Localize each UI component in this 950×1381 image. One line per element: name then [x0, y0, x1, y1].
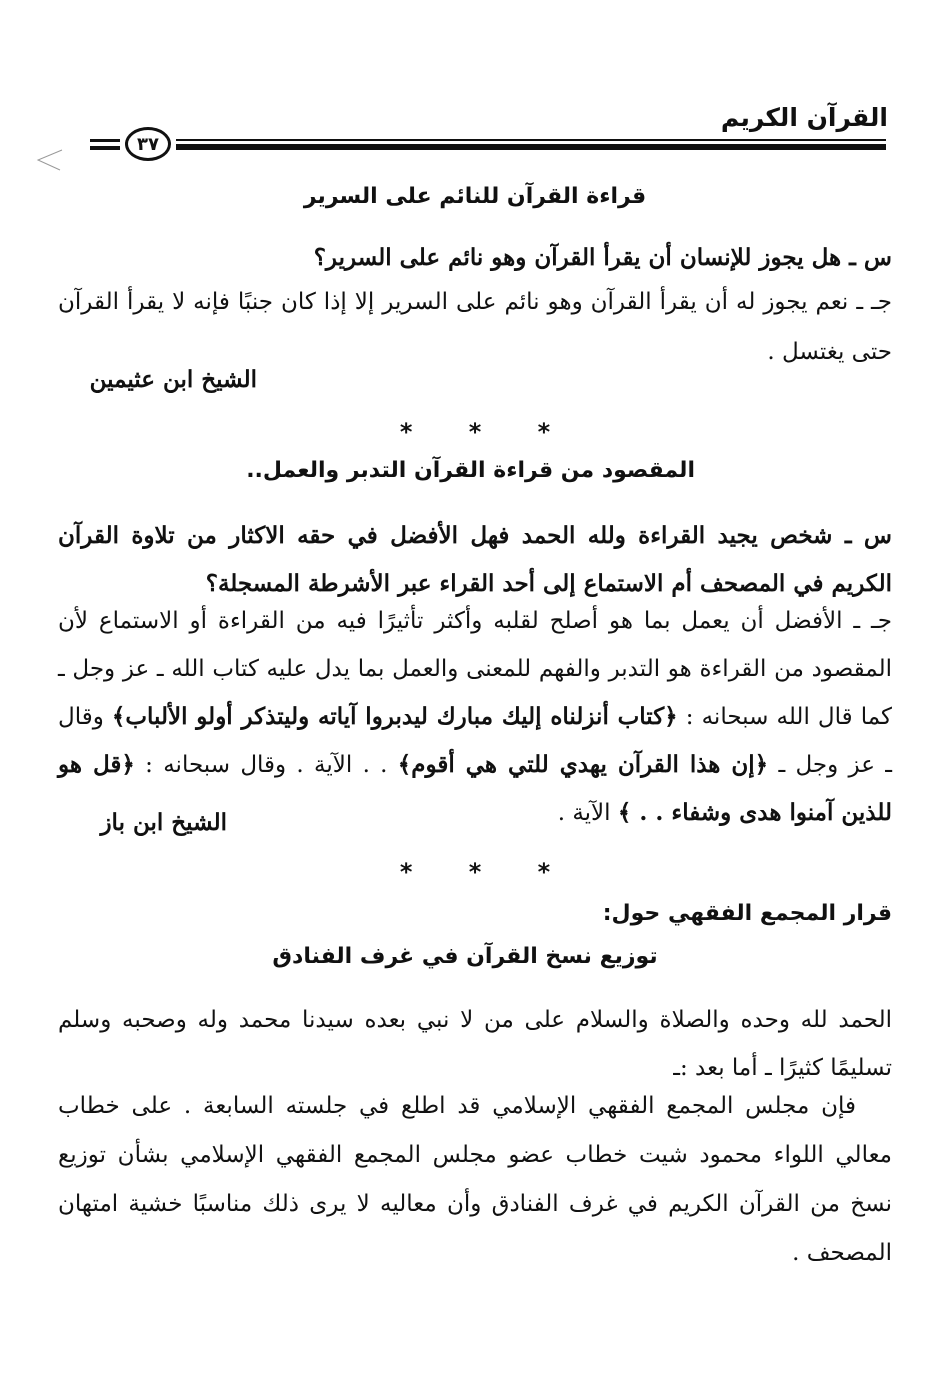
- answer-2: [58, 597, 892, 837]
- section-heading-hotel-copies: توزيع نسخ القرآن في غرف الفنادق: [272, 944, 658, 969]
- question-2: س ـ شخص يجيد القراءة ولله الحمد فهل الأفضل في حقه الاكثار من تلاوة القرآن الكريم في المصحف أم الاستماع إلى أحد القراء عبر الأشرطة المسجلة؟: [58, 522, 892, 597]
- author-ibn-uthaymeen: الشيخ ابن عثيمين: [89, 366, 257, 393]
- header-rule-thin: [176, 139, 886, 141]
- verse-3: ﴿قل هو للذين آمنوا هدى وشفاء . . ﴾: [58, 751, 892, 826]
- section-heading-purpose-of-reading: المقصود من قراءة القرآن التدبر والعمل..: [246, 458, 695, 483]
- answer-1: جـ ـ نعم يجوز له أن يقرأ القرآن وهو نائم على السرير إلا إذا كان جنبًا فإنه لا يقرأ القرآن حتى يغتسل .: [58, 289, 892, 365]
- decision-paragraph-2: فإن مجلس المجمع الفقهي الإسلامي قد اطلع في جلسته السابعة . على خطاب معالي اللواء محمود شيت خطاب عضو مجلس المجمع الفقهي الإسلامي بشأن توزيع نسخ من القرآن الكريم في غرف الفنادق وأن معاليه لا يرى ذلك مناسبًا خشية امتهان المصحف .: [58, 1093, 892, 1266]
- question-1: س ـ هل يجوز للإنسان أن يقرأ القرآن وهو نائم على السرير؟: [313, 244, 892, 271]
- decision-heading: قرار المجمع الفقهي حول:: [602, 901, 892, 926]
- author-ibn-baz: الشيخ ابن باز: [100, 809, 227, 836]
- answer-2-text-4: الآية .: [557, 800, 618, 826]
- answer-2-text-2: وقال ـ عز وجل ـ: [58, 704, 892, 778]
- section-heading-sleeping-reading: قراءة القرآن للنائم على السرير: [303, 184, 647, 209]
- verse-1: ﴿كتاب أنزلناه إليك مبارك ليدبروا آياته وليتذكر أولو الألباب﴾: [111, 703, 678, 730]
- page-number: ٣٧: [125, 127, 171, 161]
- section-divider-1: * * *: [399, 418, 575, 446]
- verse-2: ﴿إن هذا القرآن يهدي للتي هي أقوم﴾: [397, 751, 769, 778]
- header-rule-left-bottom: [90, 146, 120, 150]
- decision-paragraph-1: الحمد لله وحده والصلاة والسلام على من لا نبي بعده سيدنا محمد وله وصحبه وسلم تسليمًا كثيرًا ـ أما بعد :ـ: [58, 1007, 892, 1081]
- answer-2-text-1: جـ ـ الأفضل أن يعمل بما هو أصلح لقلبه وأكثر تأثيرًا فيه من القراءة أو الاستماع لأن المقصود من القراءة هو التدبر والفهم للمعنى والعمل بما يدل عليه كتاب الله ـ عز وجل ـ كما قال الله سبحانه :: [58, 608, 892, 730]
- section-divider-2: * * *: [399, 858, 575, 886]
- header-rule-thick: [176, 144, 886, 150]
- header-rule-left-top: [90, 139, 120, 142]
- scan-mark-icon: [34, 146, 64, 172]
- running-title: القرآن الكريم: [720, 103, 888, 132]
- answer-2-text-3: . . الآية . وقال سبحانه :: [134, 752, 398, 778]
